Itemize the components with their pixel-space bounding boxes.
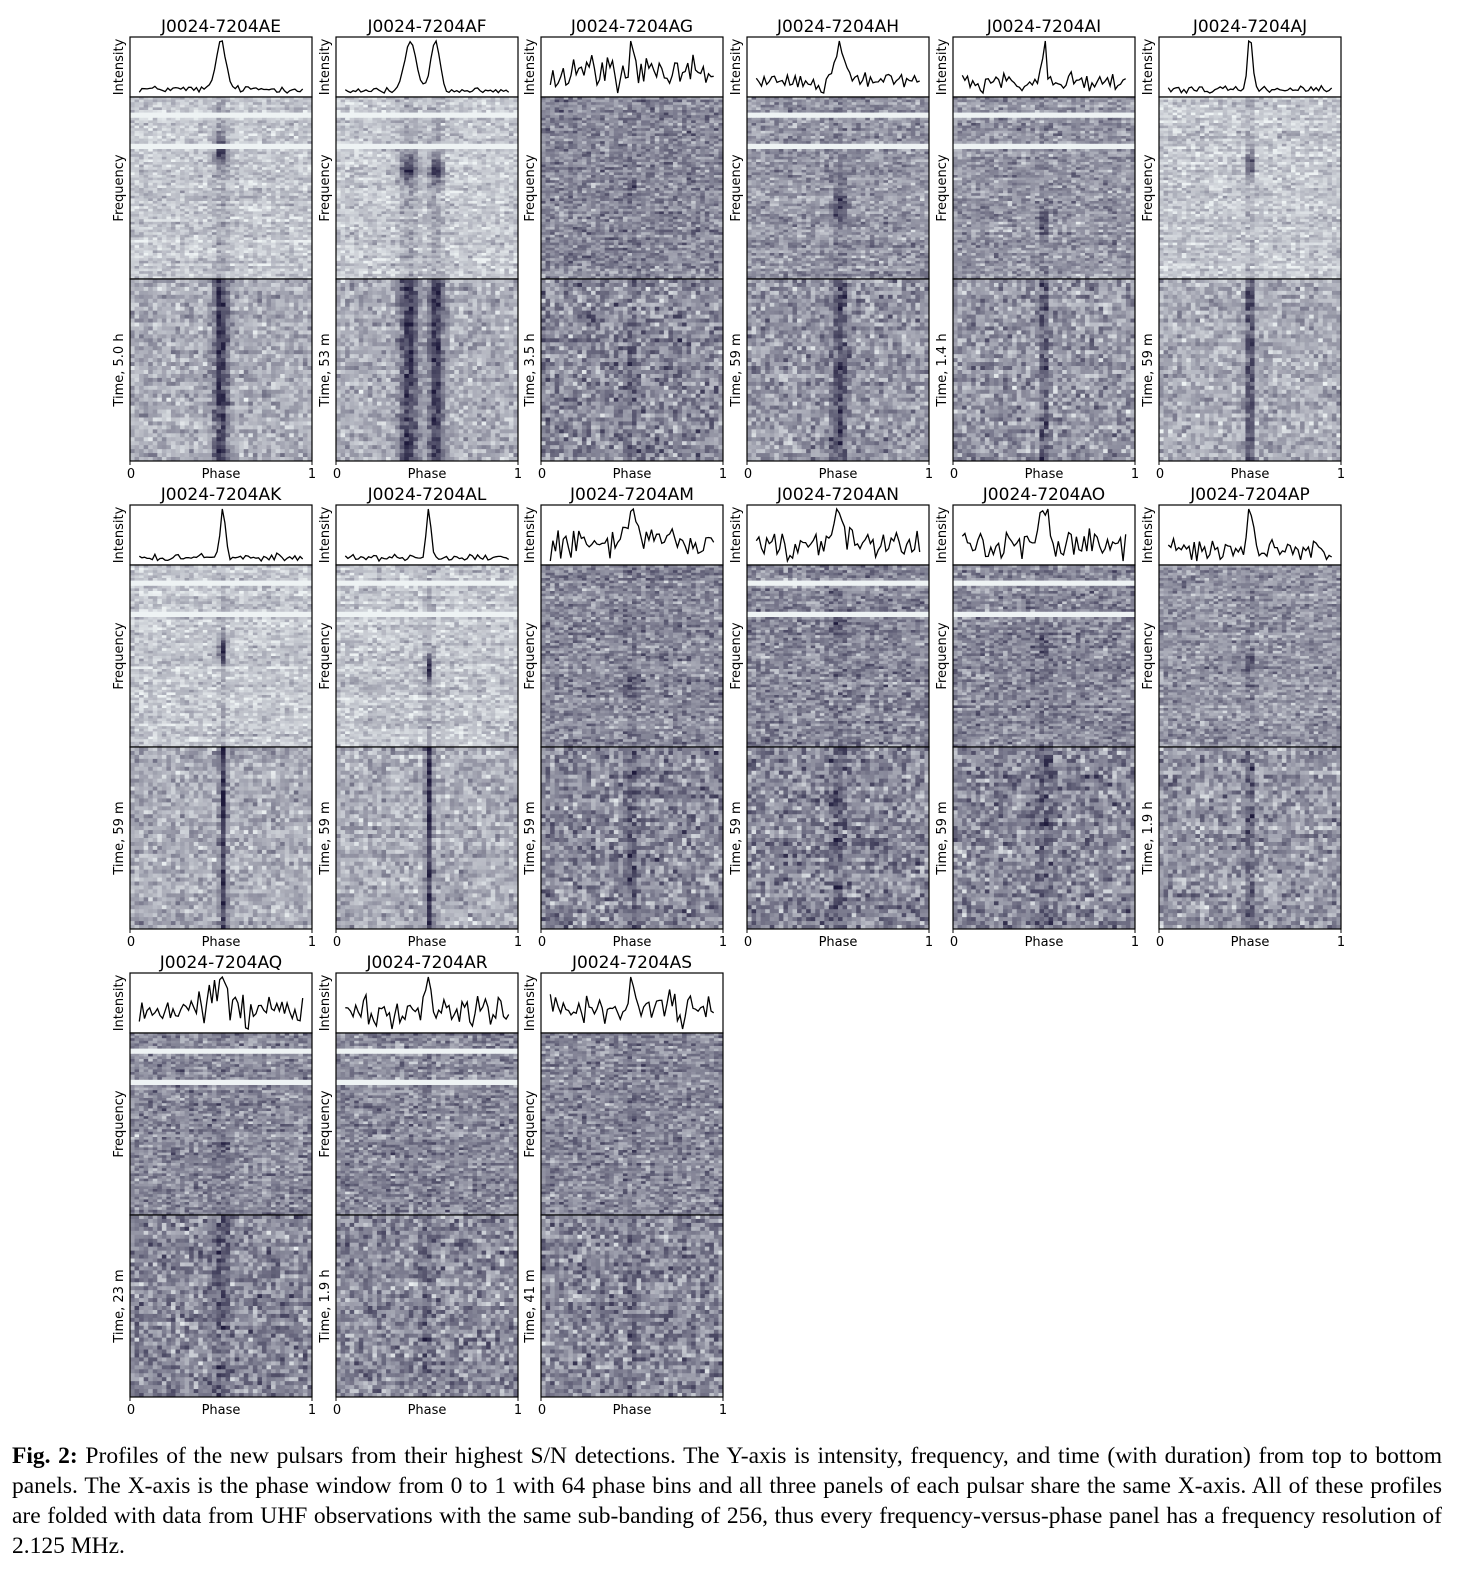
phase-tick-min: 0 <box>950 935 958 950</box>
phase-tick-max: 1 <box>719 467 727 482</box>
panel-title: J0024-7204AM <box>569 485 694 505</box>
panel-title: J0024-7204AN <box>776 485 899 505</box>
time-axis-label: Time, 59 m <box>935 801 950 875</box>
frequency-phase-heatmap <box>130 1033 312 1215</box>
intensity-panel <box>336 37 518 97</box>
phase-tick-min: 0 <box>744 467 752 482</box>
intensity-axis-label: Intensity <box>112 974 127 1031</box>
frequency-axis-label: Frequency <box>1141 622 1156 689</box>
time-axis-label: Time, 3.5 h <box>523 333 538 407</box>
pulsar-panel <box>523 485 727 950</box>
phase-tick-min: 0 <box>538 467 546 482</box>
panel-title: J0024-7204AK <box>160 485 282 505</box>
panel-title: J0024-7204AR <box>365 953 487 973</box>
phase-tick-min: 0 <box>950 467 958 482</box>
phase-axis-label: Phase <box>1025 935 1064 950</box>
time-phase-heatmap <box>747 279 929 461</box>
frequency-phase-heatmap <box>541 97 723 279</box>
phase-axis-label: Phase <box>613 467 652 482</box>
time-axis-label: Time, 53 m <box>318 333 333 407</box>
panel-title: J0024-7204AO <box>982 485 1105 505</box>
pulsar-panel <box>935 485 1139 950</box>
phase-axis-label: Phase <box>202 1403 241 1418</box>
intensity-axis-label: Intensity <box>318 506 333 563</box>
time-axis-label: Time, 41 m <box>523 1269 538 1343</box>
time-phase-heatmap <box>541 279 723 461</box>
phase-tick-max: 1 <box>925 467 933 482</box>
time-axis-label: Time, 1.9 h <box>318 1269 333 1343</box>
phase-tick-min: 0 <box>538 935 546 950</box>
panel-title: J0024-7204AP <box>1189 485 1310 505</box>
phase-tick-min: 0 <box>1156 935 1164 950</box>
phase-tick-min: 0 <box>127 935 135 950</box>
time-axis-label: Time, 23 m <box>112 1269 127 1343</box>
caption-text: Profiles of the new pulsars from their highest S/N detections. The Y-axis is intensity, frequency, and time (with duration) from top to bottom panels. The X-axis is the phase window from 0 to 1 with 64 phase bins and all three panels of each pulsar share the same X-axis. All of these profiles are folded with data from UHF observations with the same sub-banding of 256, thus every frequency-versus-phase panel has a frequency resolution of 2.125 MHz. <box>12 1443 1442 1559</box>
phase-tick-min: 0 <box>333 1403 341 1418</box>
time-axis-label: Time, 59 m <box>729 801 744 875</box>
intensity-axis-label: Intensity <box>729 506 744 563</box>
pulsar-panel <box>729 17 933 482</box>
intensity-axis-label: Intensity <box>935 38 950 95</box>
time-phase-heatmap <box>953 747 1135 929</box>
frequency-phase-heatmap <box>541 1033 723 1215</box>
frequency-phase-heatmap <box>130 565 312 747</box>
phase-axis-label: Phase <box>202 467 241 482</box>
frequency-phase-heatmap <box>130 97 312 279</box>
frequency-axis-label: Frequency <box>318 622 333 689</box>
pulsar-panel <box>935 17 1139 482</box>
phase-tick-min: 0 <box>744 935 752 950</box>
phase-axis-label: Phase <box>1231 467 1270 482</box>
pulsar-panel <box>523 17 727 482</box>
pulsar-panel <box>1141 17 1345 482</box>
time-phase-heatmap <box>336 1215 518 1397</box>
frequency-axis-label: Frequency <box>112 1090 127 1157</box>
frequency-phase-heatmap <box>1159 565 1341 747</box>
figure-caption <box>12 1441 1442 1561</box>
frequency-axis-label: Frequency <box>523 1090 538 1157</box>
time-phase-heatmap <box>747 747 929 929</box>
time-phase-heatmap <box>541 1215 723 1397</box>
phase-tick-max: 1 <box>1337 467 1345 482</box>
intensity-axis-label: Intensity <box>318 974 333 1031</box>
intensity-panel <box>130 973 312 1033</box>
phase-axis-label: Phase <box>1231 935 1270 950</box>
phase-tick-min: 0 <box>333 935 341 950</box>
pulsar-panel <box>112 953 316 1418</box>
time-axis-label: Time, 59 m <box>523 801 538 875</box>
panel-title: J0024-7204AL <box>367 485 487 505</box>
time-phase-heatmap <box>336 747 518 929</box>
phase-axis-label: Phase <box>819 467 858 482</box>
frequency-axis-label: Frequency <box>523 154 538 221</box>
phase-tick-max: 1 <box>514 935 522 950</box>
phase-tick-max: 1 <box>719 1403 727 1418</box>
phase-tick-max: 1 <box>308 467 316 482</box>
frequency-axis-label: Frequency <box>729 622 744 689</box>
intensity-axis-label: Intensity <box>523 974 538 1031</box>
phase-tick-min: 0 <box>127 467 135 482</box>
time-phase-heatmap <box>130 279 312 461</box>
frequency-axis-label: Frequency <box>112 154 127 221</box>
intensity-axis-label: Intensity <box>318 38 333 95</box>
time-axis-label: Time, 5.0 h <box>112 333 127 407</box>
pulsar-panel <box>318 17 522 482</box>
intensity-panel <box>130 505 312 565</box>
phase-axis-label: Phase <box>613 1403 652 1418</box>
intensity-panel <box>1159 37 1341 97</box>
frequency-phase-heatmap <box>336 565 518 747</box>
intensity-axis-label: Intensity <box>523 506 538 563</box>
intensity-axis-label: Intensity <box>112 38 127 95</box>
intensity-axis-label: Intensity <box>1141 506 1156 563</box>
panel-title: J0024-7204AI <box>986 17 1101 37</box>
phase-tick-max: 1 <box>1337 935 1345 950</box>
time-axis-label: Time, 1.9 h <box>1141 801 1156 875</box>
panel-title: J0024-7204AJ <box>1192 17 1307 37</box>
intensity-axis-label: Intensity <box>523 38 538 95</box>
phase-axis-label: Phase <box>613 935 652 950</box>
phase-axis-label: Phase <box>1025 467 1064 482</box>
pulsar-panel <box>729 485 933 950</box>
time-axis-label: Time, 59 m <box>318 801 333 875</box>
frequency-axis-label: Frequency <box>523 622 538 689</box>
time-phase-heatmap <box>953 279 1135 461</box>
phase-tick-min: 0 <box>333 467 341 482</box>
frequency-axis-label: Frequency <box>112 622 127 689</box>
pulsar-panel <box>112 17 316 482</box>
intensity-panel <box>541 505 723 565</box>
phase-tick-max: 1 <box>514 1403 522 1418</box>
phase-tick-min: 0 <box>1156 467 1164 482</box>
pulsar-panel <box>1141 485 1345 950</box>
time-axis-label: Time, 59 m <box>112 801 127 875</box>
time-phase-heatmap <box>130 747 312 929</box>
intensity-axis-label: Intensity <box>729 38 744 95</box>
time-phase-heatmap <box>1159 279 1341 461</box>
pulsar-panel <box>523 953 727 1418</box>
frequency-axis-label: Frequency <box>729 154 744 221</box>
frequency-phase-heatmap <box>747 565 929 747</box>
phase-axis-label: Phase <box>819 935 858 950</box>
frequency-phase-heatmap <box>541 565 723 747</box>
pulsar-panel <box>112 485 316 950</box>
phase-axis-label: Phase <box>408 467 447 482</box>
pulsar-panel <box>318 953 522 1418</box>
phase-tick-max: 1 <box>514 467 522 482</box>
phase-tick-max: 1 <box>1131 935 1139 950</box>
phase-axis-label: Phase <box>408 1403 447 1418</box>
frequency-axis-label: Frequency <box>318 1090 333 1157</box>
phase-axis-label: Phase <box>202 935 241 950</box>
time-phase-heatmap <box>541 747 723 929</box>
intensity-panel <box>336 505 518 565</box>
panel-title: J0024-7204AG <box>570 17 693 37</box>
frequency-phase-heatmap <box>747 97 929 279</box>
time-axis-label: Time, 59 m <box>1141 333 1156 407</box>
frequency-phase-heatmap <box>953 97 1135 279</box>
panel-title: J0024-7204AS <box>571 953 692 973</box>
frequency-phase-heatmap <box>336 97 518 279</box>
time-axis-label: Time, 59 m <box>729 333 744 407</box>
phase-tick-max: 1 <box>1131 467 1139 482</box>
time-axis-label: Time, 1.4 h <box>935 333 950 407</box>
intensity-axis-label: Intensity <box>1141 38 1156 95</box>
phase-tick-max: 1 <box>308 1403 316 1418</box>
frequency-axis-label: Frequency <box>935 622 950 689</box>
frequency-axis-label: Frequency <box>318 154 333 221</box>
intensity-axis-label: Intensity <box>112 506 127 563</box>
phase-tick-min: 0 <box>538 1403 546 1418</box>
time-phase-heatmap <box>1159 747 1341 929</box>
pulsar-panel <box>318 485 522 950</box>
frequency-axis-label: Frequency <box>935 154 950 221</box>
frequency-axis-label: Frequency <box>1141 154 1156 221</box>
time-phase-heatmap <box>130 1215 312 1397</box>
panel-title: J0024-7204AE <box>160 17 281 37</box>
phase-tick-min: 0 <box>127 1403 135 1418</box>
frequency-phase-heatmap <box>336 1033 518 1215</box>
phase-tick-max: 1 <box>308 935 316 950</box>
phase-tick-max: 1 <box>719 935 727 950</box>
intensity-axis-label: Intensity <box>935 506 950 563</box>
frequency-phase-heatmap <box>1159 97 1341 279</box>
caption-label: Fig. 2: <box>12 1443 78 1469</box>
frequency-phase-heatmap <box>953 565 1135 747</box>
phase-axis-label: Phase <box>408 935 447 950</box>
panel-title: J0024-7204AH <box>776 17 899 37</box>
phase-tick-max: 1 <box>925 935 933 950</box>
time-phase-heatmap <box>336 279 518 461</box>
panel-title: J0024-7204AF <box>366 17 486 37</box>
panel-title: J0024-7204AQ <box>159 953 282 973</box>
